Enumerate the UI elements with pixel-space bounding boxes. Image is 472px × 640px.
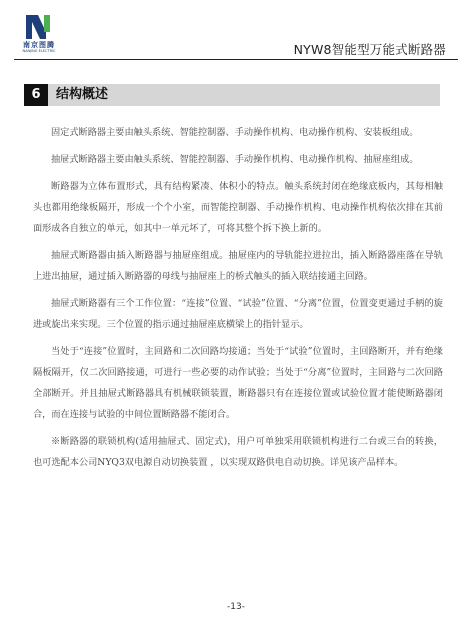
page-header — [0, 0, 472, 62]
logo-mark-icon — [24, 14, 52, 40]
header-divider — [14, 59, 458, 60]
paragraph: 当处于“连接”位置时，主回路和二次回路均接通；当处于“试验”位置时，主回路断开，并有绝缘隔板隔开，仅二次回路接通，可进行一些必要的动作试验；当处于“分离”位置时，主回路与二次回路全部断开。并且抽屉式断路器具有机械联锁装置，断路器只有在连接位置或试验位置才能使断路器闭合，而在连接与试验的中间位置断路器不能闭合。 — [33, 346, 443, 420]
paragraph: 抽屉式断路器有三个工作位置：“连接”位置、“试验”位置、“分离”位置，位置变更通过手柄的旋进或旋出来实现。三个位置的指示通过抽屉座底横梁上的指针显示。 — [33, 298, 443, 330]
paragraph: 抽屉式断路器由插入断路器与抽屉座组成。抽屉座内的导轨能拉进拉出，插入断路器座落在导轨上进出抽屉，通过插入断路器的母线与抽屉座上的桥式触头的插入联结接通主回路。 — [33, 250, 443, 282]
paragraph: 固定式断路器主要由触头系统、智能控制器、手动操作机构、电动操作机构、安装板组成。 — [51, 127, 419, 138]
body-text — [33, 122, 443, 479]
page-number: -13- — [227, 602, 245, 612]
logo-text-cn: 南京图腾 — [23, 41, 55, 49]
section-heading — [24, 84, 440, 106]
product-title: NYW8智能型万能式断路器 — [293, 42, 446, 57]
section-title: 结构概述 — [56, 87, 109, 102]
paragraph: 抽屉式断路器主要由触头系统、智能控制器、手动操作机构、电动操作机构、抽屉座组成。 — [51, 154, 419, 165]
paragraph: 断路器为立体布置形式，具有结构紧凑、体积小的特点。触头系统封闭在绝缘底板内，其每相触头也都用绝缘板隔开，形成一个个小室，而智能控制器、手动操作机构、电动操作机构依次排在其前面形成各自独立的单元，如其中一单元坏了，可将其整个拆下换上新的。 — [33, 181, 443, 234]
section-number: 6 — [24, 84, 48, 106]
paragraph: ※断路器的联锁机构(适用抽屉式、固定式)，用户可单独采用联锁机构进行二台或三台的转换，也可选配本公司NYQ3双电源自动切换装置 ，以实现双路供电自动切换。详见该产品样本。 — [33, 436, 443, 468]
logo-text-en: NANJING ELECTRIC — [22, 49, 56, 53]
company-logo — [14, 14, 64, 54]
